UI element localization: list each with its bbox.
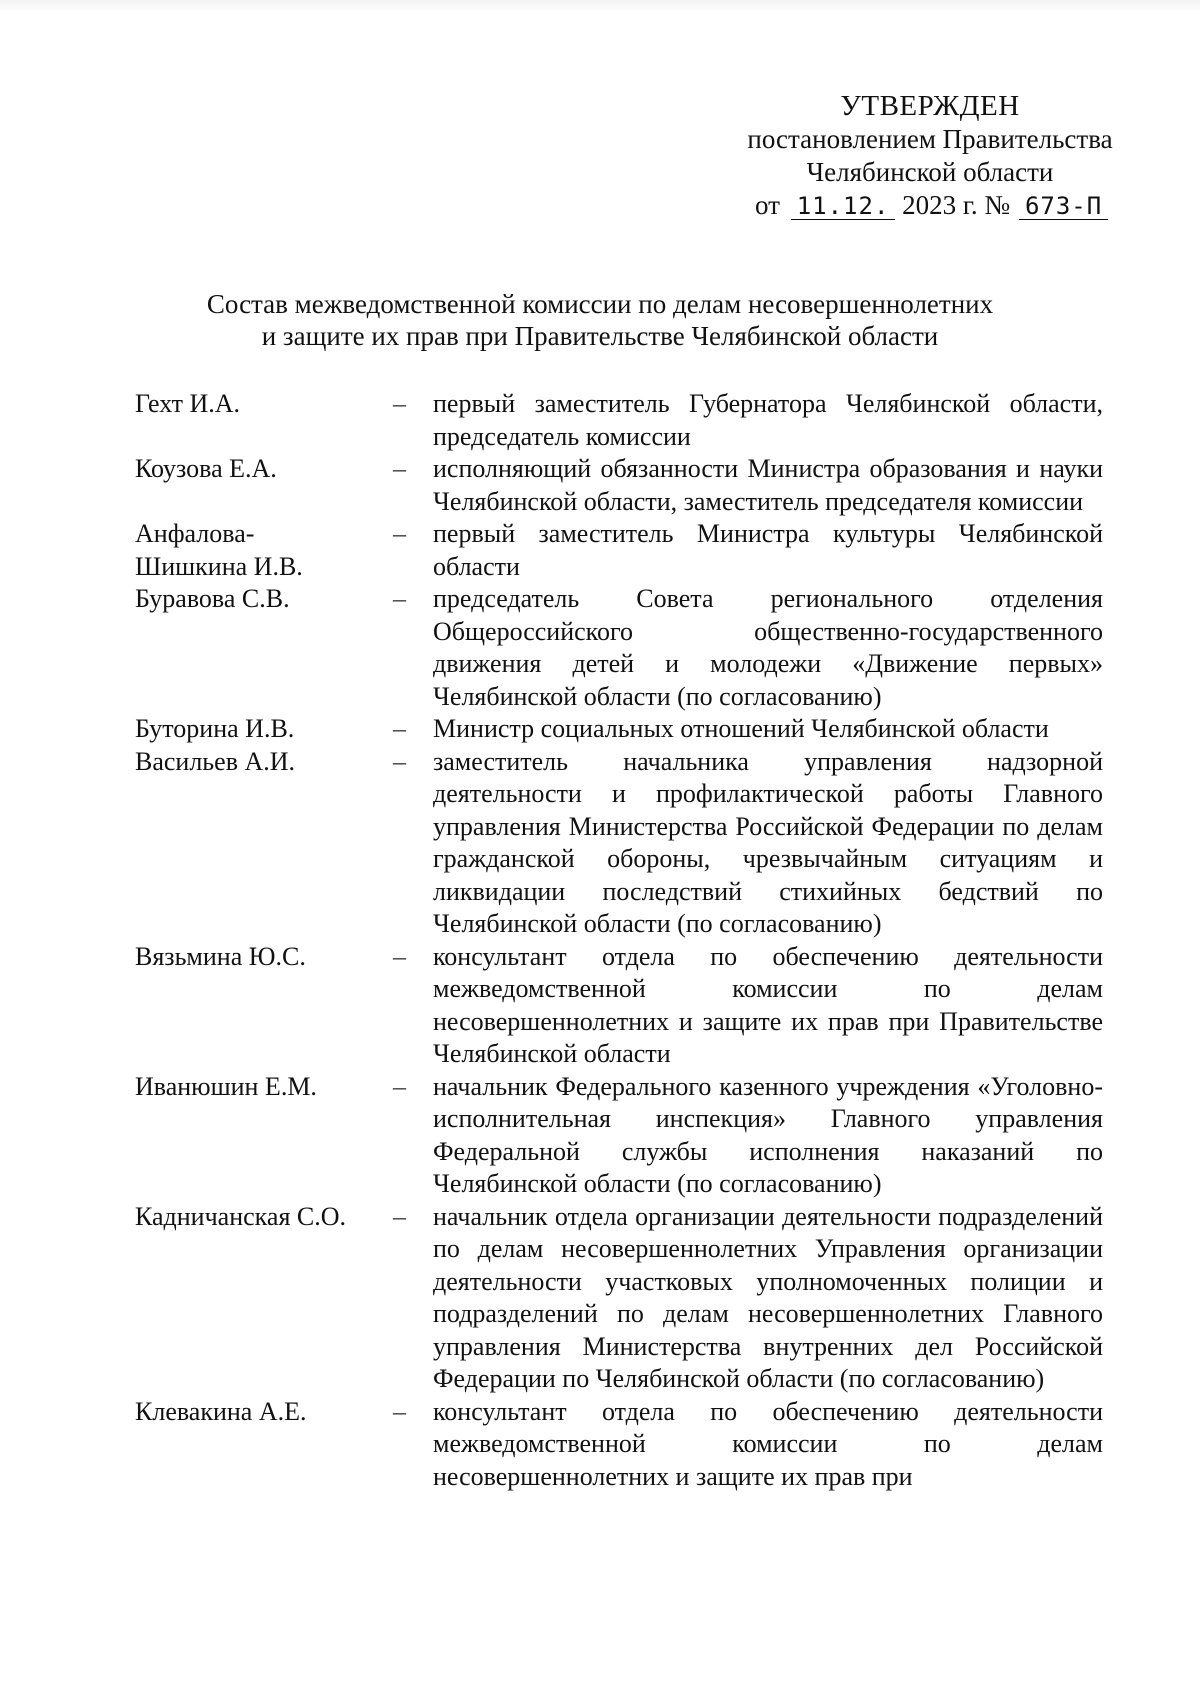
member-row [135,713,1105,746]
member-row [135,388,1105,453]
member-dash: – [393,1396,406,1426]
heading-line-2: и защите их прав при Правительстве Челябинской области [261,321,939,351]
approval-date-line [720,189,1140,222]
member-dash: – [393,1071,406,1101]
member-name: Иванюшин Е.М. [135,1071,317,1101]
member-name: Гехт И.А. [135,389,241,418]
member-position: начальник отдела организации деятельности подразделений по делам несовершеннолетних Управления организации деятельности участковых уполномоченных полиции и подразделений по делам несовершеннолетних Главного управления Министерства внутренних дел Российской Федерации по Челябинской области (по согласованию) [433,1201,1103,1393]
document-heading [140,288,1060,352]
handwritten-date: 11.12. [791,193,896,220]
member-position: консультант отдела по обеспечению деятельности межведомственной комиссии по делам несовершеннолетних и защите их прав при Правительстве Челябинской области [433,941,1103,1068]
member-row [135,518,1105,583]
member-position: председатель Совета регионального отделения Общероссийского общественно-государственного движения детей и молодежи «Движение первых» Челябинской области (по согласованию) [433,584,1103,711]
member-position: исполняющий обязанности Министра образования и науки Челябинской области, заместитель председателя комиссии [433,454,1103,516]
approval-line-2: Челябинской области [806,157,1054,187]
heading-line-1: Состав межведомственной комиссии по делам несовершеннолетних [206,289,994,319]
member-name: Клевакина А.Е. [135,1396,307,1426]
member-name: Коузова Е.А. [135,454,277,483]
member-name: Буторина И.В. [135,714,295,743]
scan-edge-shadow [0,0,1200,12]
member-dash: – [393,746,406,776]
member-position: Министр социальных отношений Челябинской области [433,714,1049,743]
approval-title: УТВЕРЖДЕН [840,90,1020,122]
approval-line-1: постановлением Правительства [747,124,1113,154]
member-position: первый заместитель Губернатора Челябинской области, председатель комиссии [433,389,1103,451]
member-name: Буравова С.В. [135,584,290,613]
member-row [135,1071,1105,1201]
member-row [135,583,1105,713]
member-dash: – [393,1201,406,1231]
member-name: Васильев А.И. [135,746,296,776]
member-dash: – [393,714,406,743]
member-name: Анфалова- Шишкина И.В. [135,519,303,581]
member-row [135,746,1105,941]
member-dash: – [393,584,406,613]
member-row [135,1396,1105,1494]
member-dash: – [393,941,406,971]
members-list [135,388,1105,1493]
member-name: Кадничанская С.О. [135,1201,347,1231]
member-dash: – [393,389,406,418]
member-position: первый заместитель Министра культуры Челябинской области [433,519,1103,581]
member-row [135,941,1105,1071]
member-dash: – [393,519,406,548]
member-position: начальник Федерального казенного учреждения «Уголовно-исполнительная инспекция» Главного управления Федеральной службы исполнения наказаний по Челябинской области (по согласованию) [433,1071,1103,1198]
member-position: консультант отдела по обеспечению деятельности межведомственной комиссии по делам несовершеннолетних и защите их прав при [433,1396,1103,1491]
date-prefix: от [755,190,780,220]
member-dash: – [393,454,406,483]
approval-block [720,90,1140,222]
member-name: Вязьмина Ю.С. [135,941,306,971]
member-row [135,1201,1105,1396]
member-row [135,453,1105,518]
member-position: заместитель начальника управления надзорной деятельности и профилактической работы Главного управления Министерства Российской Федерации по делам гражданской обороны, чрезвычайным ситуациям и ликвидации последствий стихийных бедствий по Челябинской области (по согласованию) [433,746,1103,938]
handwritten-number: 673-П [1019,193,1108,220]
year-text: 2023 г. № [902,190,1011,220]
